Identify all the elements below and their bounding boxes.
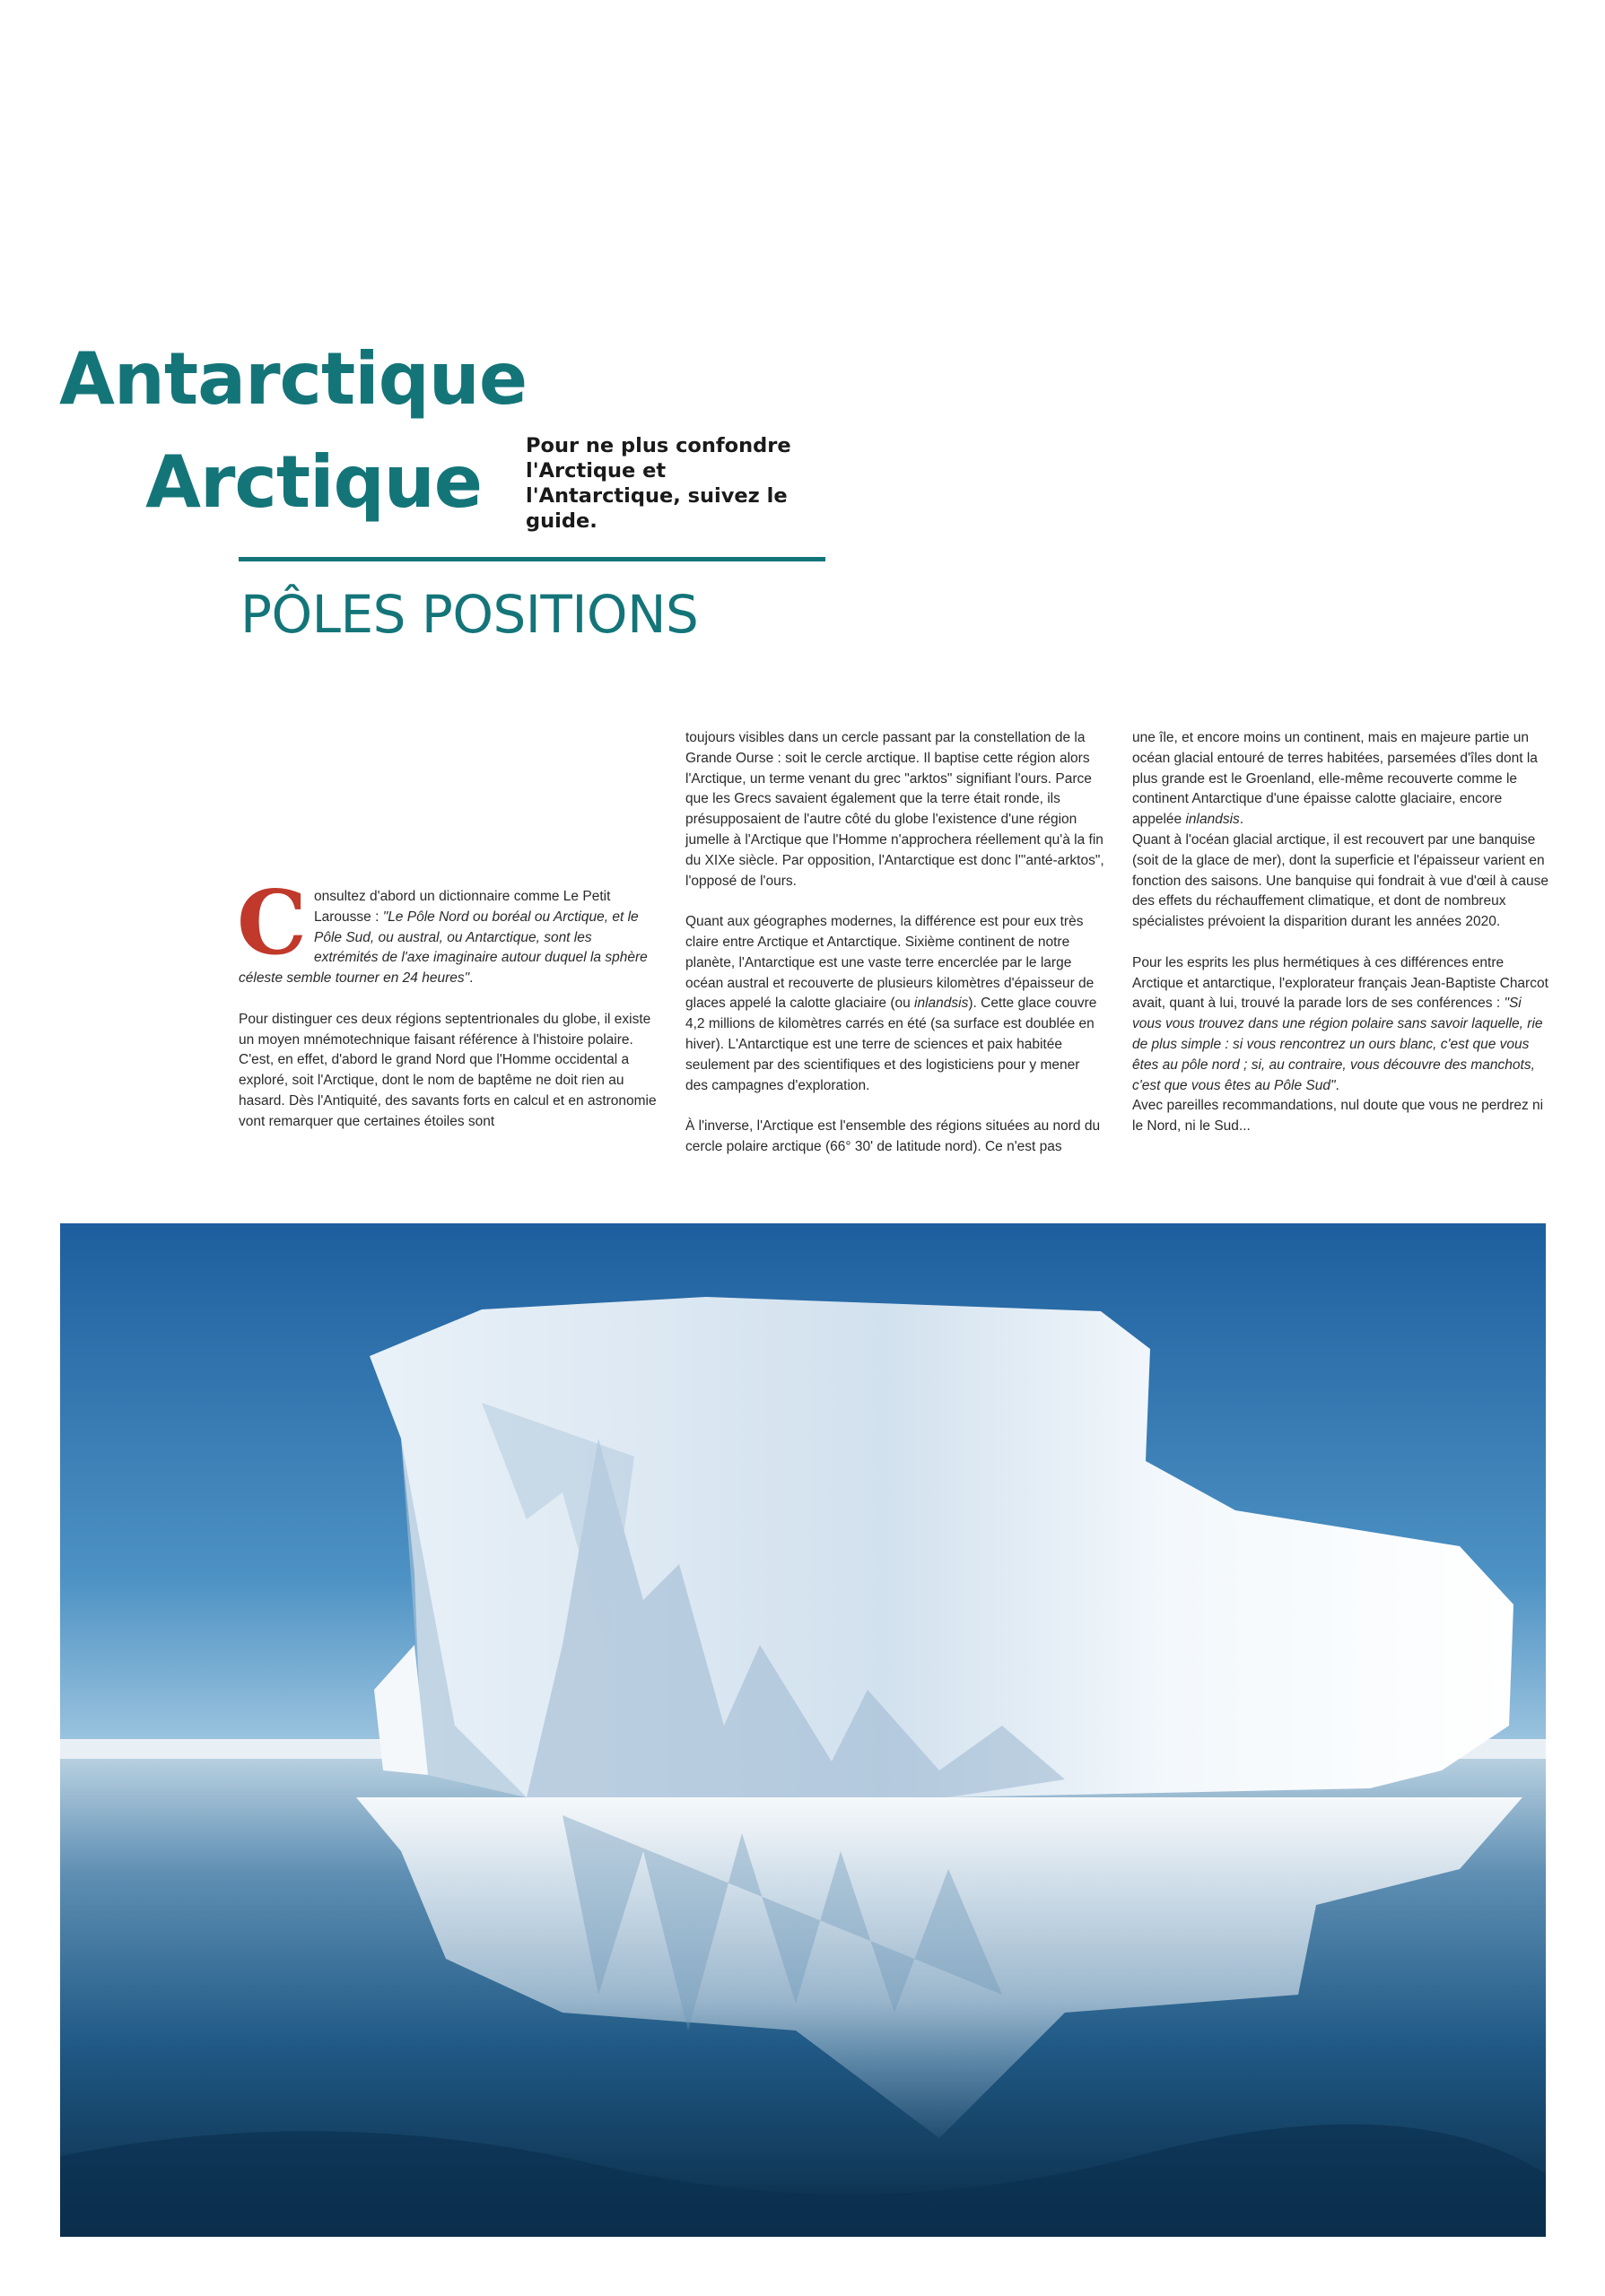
iceberg-photo [60,1223,1546,2237]
paragraph [1132,728,1552,933]
subtitle: Pour ne plus confondre l'Arctique et l'Antarctique, suivez le guide. [526,434,791,533]
drop-cap: C [237,872,307,975]
paragraph-text: Avec pareilles recommandations, nul doute que vous ne perdrez ni le Nord, ni le Sud... [1132,1098,1544,1135]
paragraph-text: Pour les esprits les plus hermétiques à ces différences entre Arctique et antarctique, l'explorateur français Jean-Baptiste Charcot avait, quant à lui, trouvé la parade lors de ses conférences : [1132,954,1548,1012]
article-column-3 [1132,728,1552,1137]
charcot-quote: "Si vous vous trouvez dans une région polaire sans savoir laquelle, rie de plus simple : si vous rencontrez un ours blanc, c'est que vous êtes au pôle nord ; si, au contraire, vous découvre des manchots, c'est que vous êtes au Pôle Sud" [1132,996,1543,1093]
article-column-2 [685,728,1105,1158]
paragraph: À l'inverse, l'Arctique est l'ensemble des régions situées au nord du cercle polaire arctique (66° 30' de latitude nord). Ce n'est pas [685,1118,1101,1154]
emphasis: inlandsis [914,996,969,1012]
intro-end: . [469,970,474,987]
paragraph: Pour distinguer ces deux régions septentrionales du globe, il existe un moyen mnémotechnique faisant référence à l'histoire polaire. C'est, en effet, d'abord le grand Nord que l'Homme occidental a exploré, soit l'Arctique, dont le nom de baptême ne doit rien au hasard. Dès l'Antiquité, des savants forts en calcul et en astronomie vont remarquer que certaines étoiles sont [239,1011,657,1129]
intro-paragraph [237,872,659,989]
title-antarctique: Antarctique [59,337,528,421]
intro-text: onsultez d'abord un dictionnaire comme Le Petit Larousse : [314,889,611,925]
paragraph-text: Quant aux géographes modernes, la différence est pour eux très claire entre Arctique et Antarctique. Sixième continent de notre planète, l'Antarctique est une vaste terre encerclée par le large océan austral et recouverte de plusieurs kilomètres d'épaisseur de glaces appelé la calotte glaciaire (ou [685,914,1095,1012]
section-title: PÔLES POSITIONS [240,584,699,645]
emphasis: inlandsis [1185,812,1240,828]
paragraph-text: Quant à l'océan glacial arctique, il est recouvert par une banquise (soit de la glace de mer), dont la superficie et l'épaisseur varient en fonction des saisons. Une banquise qui fondrait à vue d'œil à cause des effets du réchauffement climatique, et dont de nombreux spécialistes prévoient la disparition durant les années 2020. [1132,831,1548,930]
article-column-1 [237,872,659,1133]
paragraph-text: . [1335,1077,1339,1093]
title-divider [239,557,825,561]
paragraph-text: une île, et encore moins un continent, mais en majeure partie un océan glacial entouré de terres habitées, parsemées d'îles dont la plus grande est le Groenland, elle-même recouverte comme le continent Antarctique d'une épaisse calotte glaciaire, encore appelée [1132,730,1538,828]
paragraph [1132,953,1552,1137]
paragraph [685,912,1105,1096]
paragraph-text: ). Cette glace couvre 4,2 millions de kilomètres carrés en été (sa surface est doublée en hiver). L'Antarctique est une terre de sciences et paix habitée seulement par des scientifiques et des logisticiens pour y mener des campagnes d'exploration. [685,996,1097,1093]
paragraph-text: . [1239,812,1244,828]
larousse-quote: "Le Pôle Nord ou boréal ou Arctique, et le Pôle Sud, ou austral, ou Antarctique, sont les extrémités de l'axe imaginaire autour duquel la sphère céleste semble tourner en 24 heures" [239,909,648,987]
title-arctique: Arctique [145,440,482,524]
paragraph: toujours visibles dans un cercle passant par la constellation de la Grande Ourse : soit le cercle arctique. Il baptise cette région alors l'Arctique, un terme venant du grec "arktos" signifiant l'ours. Parce que les Grecs savaient également que la terre était ronde, ils présupposaient de l'autre côté du globe l'existence d'une région jumelle à l'Arctique que l'Homme n'approchera réellement qu'à la fin du XIXe siècle. Par opposition, l'Antarctique est donc l'"anté-arktos", l'opposé de l'ours. [685,730,1104,889]
